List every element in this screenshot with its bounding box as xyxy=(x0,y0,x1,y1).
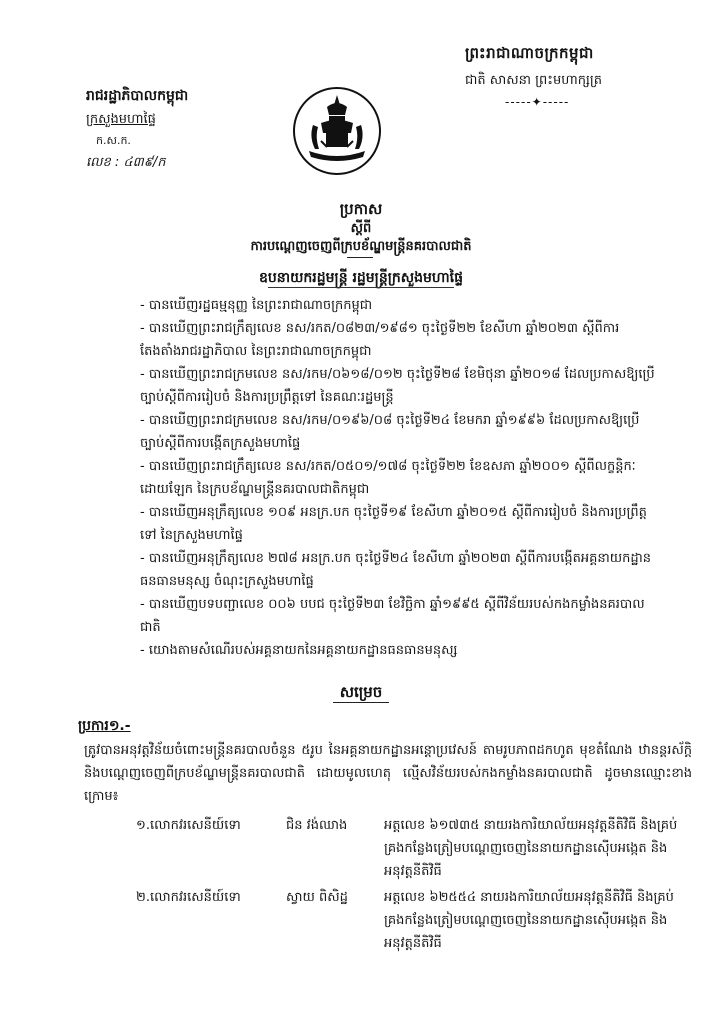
person-name: ជិន វង់ឈាង xyxy=(286,818,348,833)
government-line: រាជរដ្ឋាភិបាលកម្ពុជា xyxy=(86,88,189,104)
reference-item: - យោងតាមសំណើរបស់អគ្គនាយកនៃអគ្គនាយកដ្ឋានធនធានមនុស្ស xyxy=(140,643,458,658)
ministry-line: ក្រសួងមហាផ្ទៃ xyxy=(86,112,156,127)
decision-divider xyxy=(333,702,389,703)
decision-heading: សម្រេច xyxy=(339,683,383,701)
reference-item: - បានឃើញរដ្ឋធម្មនុញ្ញ នៃព្រះរាជាណាចក្រកម្ពុជា xyxy=(140,298,373,313)
issuer-underline xyxy=(268,287,454,288)
title-divider xyxy=(347,257,373,258)
kingdom-header xyxy=(465,44,665,109)
reference-item: - បានឃើញព្រះរាជក្រមលេខ នស/រកម/០៦១៨/០១២ ចុះថ្ងៃទី២៨ ខែមិថុនា ឆ្នាំ២០១៨ ដែលប្រកាសឱ្យប្រើច្បាប់ស្តីពីការរៀបចំ និងការប្រព្រឹត្តទៅ នៃគណៈរដ្ឋមន្ត្រី xyxy=(140,367,655,405)
motto-line: ជាតិ សាសនា ព្រះមហាក្សត្រ xyxy=(465,73,602,88)
person-rank: ១.លោកវរសេនីយ៍ទោ xyxy=(136,818,241,833)
reference-item: - បានឃើញព្រះរាជក្រឹត្យលេខ នស/រកត/០៨២៣/១៩៨១ ចុះថ្ងៃទី២២ ខែសីហា ឆ្នាំ២០២៣ ស្តីពីការតែងតាំងរាជរដ្ឋាភិបាល នៃព្រះរាជាណាចក្រកម្ពុជា xyxy=(140,321,620,359)
reference-item: - បានឃើញអនុក្រឹត្យលេខ ២៧៨ អនក្រ.បក ចុះថ្ងៃទី២៤ ខែសីហា ឆ្នាំ២០២៣ ស្តីពីការបង្កើតអគ្គនាយកដ្ឋានធនធានមនុស្ស ចំណុះក្រសួងមហាផ្ទៃ xyxy=(140,551,652,589)
reference-item: - បានឃើញអនុក្រឹត្យលេខ ១០៩ អនក្រ.បក ចុះថ្ងៃទី១៩ ខែសីហា ឆ្នាំ២០១៥ ស្តីពីការរៀបចំ និងការប្រព្រឹត្តទៅ នៃក្រសួងមហាផ្ទៃ xyxy=(140,505,647,543)
person-description: អត្តលេខ ៦២៥៥៤ នាយរងការិយាល័យអនុវត្តនីតិវិធី និងគ្រប់គ្រងកន្លែងត្រៀមបណ្តេញចេញនៃនាយកដ្ឋានស៊ើបអង្កេត និងអនុវត្តនីតិវិធី xyxy=(384,890,674,951)
reference-item: - បានឃើញបទបញ្ជាលេខ ០០៦ បបជ ចុះថ្ងៃទី២៣ ខែវិច្ឆិកា ឆ្នាំ១៩៩៥ ស្តីពីវិន័យរបស់កងកម្លាំងនគរបាលជាតិ xyxy=(140,597,645,635)
reference-item: - បានឃើញព្រះរាជក្រឹត្យលេខ នស/រកត/០៥០១/១៧៨ ចុះថ្ងៃទី២២ ខែឧសភា ឆ្នាំ២០០១ ស្តីពីលក្ខន្តិកៈដោយឡែក នៃក្របខ័ណ្ឌមន្ត្រីនគរបាលជាតិកម្ពុជា xyxy=(140,459,636,497)
legal-references xyxy=(140,294,660,662)
document-subject: ការបណ្តេញចេញពីក្របខ័ណ្ឌមន្ត្រីនគរបាលជាតិ xyxy=(250,239,472,254)
document-type: ប្រកាស xyxy=(339,200,383,218)
issuer-title: ឧបនាយករដ្ឋមន្ត្រី រដ្ឋមន្ត្រីក្រសួងមហាផ្ទៃ xyxy=(258,270,463,286)
document-number: លេខ : ៤៣៩/ក xyxy=(86,155,166,170)
decision-paragraph: ត្រូវបានអនុវត្តវិន័យចំពោះមន្ត្រីនគរបាលចំនួន ៥រូប នៃអគ្គនាយកដ្ឋានអន្តោប្រវេសន៍ តាមរូបភាពដកហូត មុខតំណែង ឋានន្តរស័ក្តិ និងបណ្តេញចេញពីក្របខ័ណ្ឌមន្ត្រីនគរបាលជាតិ ដោយមូលហេតុ ល្មើសវិន័យរបស់កងកម្លាំងនគរបាលជាតិ ដូចមានឈ្មោះខាងក្រោម៖ xyxy=(84,743,692,804)
article-label-text: ប្រការ១.- xyxy=(78,718,131,734)
person-name: ស្វាយ ពិសិដ្ឋ xyxy=(286,890,348,905)
kingdom-line: ព្រះរាជាណាចក្រកម្ពុជា xyxy=(465,44,594,62)
abbrev-line: ក.ស.ក. xyxy=(96,134,131,147)
reference-item: - បានឃើញព្រះរាជក្រមលេខ នស/រកម/០១៩៦/០៨ ចុះថ្ងៃទី២៤ ខែមករា ឆ្នាំ១៩៩៦ ដែលប្រកាសឱ្យប្រើច្បាប់ស្តីពីការបង្កើតក្រសួងមហាផ្ទៃ xyxy=(140,413,640,451)
person-description: អត្តលេខ ៦១៧៣៥ នាយរងការិយាល័យអនុវត្តនីតិវិធី និងគ្រប់គ្រងកន្លែងត្រៀមបណ្តេញចេញនៃនាយកដ្ឋានស៊ើបអង្កេត និងអនុវត្តនីតិវិធី xyxy=(384,818,678,879)
ornament-divider: -----✦----- xyxy=(505,95,570,109)
royal-emblem-icon xyxy=(291,85,383,177)
ministry-header xyxy=(86,86,286,173)
article-label xyxy=(78,716,131,737)
person-rank: ២.លោកវរសេនីយ៍ទោ xyxy=(136,890,241,905)
about-label: ស្តីពី xyxy=(350,221,372,236)
